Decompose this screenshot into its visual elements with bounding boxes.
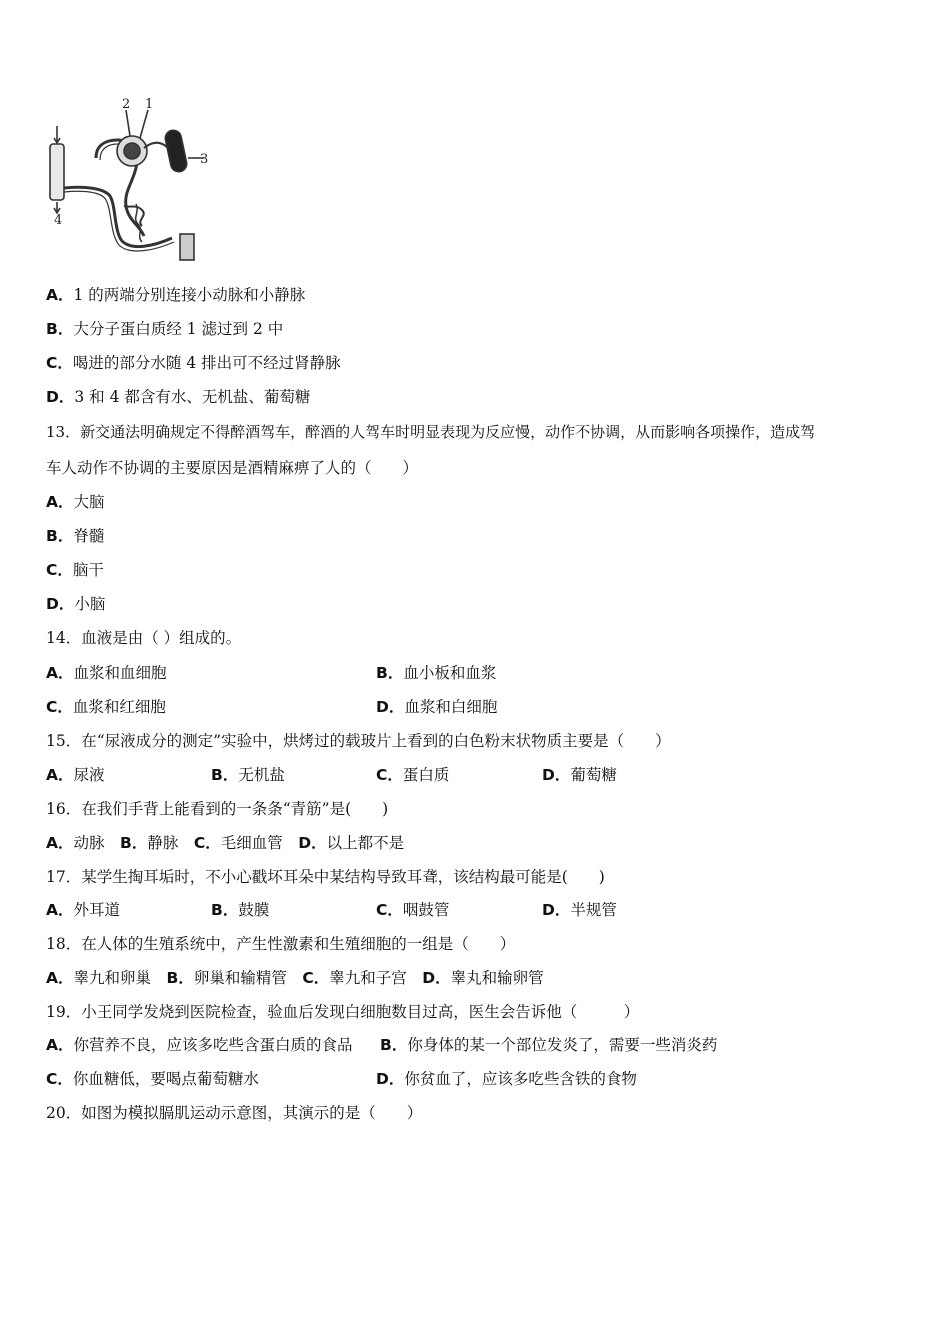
q17-option-d[interactable]: D．半规管 — [542, 901, 617, 919]
nephron-diagram — [44, 96, 214, 262]
q16-option-d[interactable]: D．以上都不是 — [298, 834, 405, 852]
q16-stem: 16．在我们手背上能看到的一条条“青筋”是( ) — [46, 800, 389, 818]
q15-option-b[interactable]: B．无机盐 — [211, 766, 285, 784]
q13-option-a[interactable]: A．大脑 — [46, 493, 105, 511]
q16-option-b[interactable]: B．静脉 — [120, 834, 194, 852]
figure-label-1: 1 — [145, 97, 154, 112]
q16-option-c[interactable]: C．毛细血管 — [193, 834, 299, 852]
q19-stem: 19．小王同学发烧到医院检查，验血后发现白细胞数目过高，医生会告诉他（ ） — [46, 1003, 640, 1021]
q16-options — [46, 833, 404, 853]
q13-stem-line1: 13．新交通法明确规定不得醉酒驾车，醉酒的人驾车时明显表现为反应慢，动作不协调，从而影响各项操作，造成驾 — [46, 423, 816, 441]
q13-option-d[interactable]: D．小脑 — [46, 595, 106, 613]
q17-option-c[interactable]: C．咽鼓管 — [376, 901, 450, 919]
q14-stem: 14．血液是由（ ）组成的。 — [46, 629, 242, 647]
q13-stem-line2: 车人动作不协调的主要原因是酒精麻痹了人的（ ） — [46, 459, 419, 477]
q14-option-a[interactable]: A．血浆和血细胞 — [46, 664, 167, 682]
q12-option-d[interactable]: D．3 和 4 都含有水、无机盐、葡萄糖 — [46, 388, 311, 406]
figure-label-3: 3 — [200, 152, 209, 167]
q18-stem: 18．在人体的生殖系统中，产生性激素和生殖细胞的一组是（ ） — [46, 935, 516, 953]
q18-option-d[interactable]: D．睾丸和输卵管 — [422, 969, 544, 987]
q17-option-a[interactable]: A．外耳道 — [46, 901, 121, 919]
q14-option-b[interactable]: B．血小板和血浆 — [376, 664, 497, 682]
figure-label-2: 2 — [122, 97, 131, 112]
q15-option-d[interactable]: D．葡萄糖 — [542, 766, 617, 784]
q12-option-b[interactable]: B．大分子蛋白质经 1 滤过到 2 中 — [46, 320, 284, 338]
q15-option-a[interactable]: A．尿液 — [46, 766, 105, 784]
q14-option-c[interactable]: C．血浆和红细胞 — [46, 698, 166, 716]
q16-option-a[interactable]: A．动脉 — [46, 834, 121, 852]
q17-option-b[interactable]: B．鼓膜 — [211, 901, 270, 919]
q13-option-b[interactable]: B．脊髓 — [46, 527, 105, 545]
q18-option-b[interactable]: B．卵巢和输精管 — [166, 969, 303, 987]
q18-option-c[interactable]: C．睾九和子宫 — [302, 969, 423, 987]
q15-stem: 15．在“尿液成分的测定”实验中，烘烤过的载玻片上看到的白色粉末状物质主要是（ ） — [46, 732, 671, 750]
q20-stem: 20．如图为模拟膈肌运动示意图，其演示的是（ ） — [46, 1104, 423, 1122]
q19-option-c[interactable]: C．你血糖低，要喝点葡萄糖水 — [46, 1070, 259, 1088]
q19-option-d[interactable]: D．你贫血了，应该多吃些含铁的食物 — [376, 1070, 637, 1088]
q14-option-d[interactable]: D．血浆和白细胞 — [376, 698, 498, 716]
q18-option-a[interactable]: A．睾九和卵巢 — [46, 969, 167, 987]
q15-option-c[interactable]: C．蛋白质 — [376, 766, 450, 784]
q18-options — [46, 968, 544, 988]
q12-option-a[interactable]: A．1 的两端分别连接小动脉和小静脉 — [46, 286, 306, 304]
figure-label-4: 4 — [54, 213, 63, 228]
q19-option-a[interactable]: A．你营养不良，应该多吃些含蛋白质的食品 — [46, 1036, 353, 1054]
q13-option-c[interactable]: C．脑干 — [46, 561, 104, 579]
q12-option-c[interactable]: C．喝进的部分水随 4 排出可不经过肾静脉 — [46, 354, 341, 372]
q17-stem: 17．某学生掏耳垢时，不小心戳坏耳朵中某结构导致耳聋，该结构最可能是( ) — [46, 868, 605, 886]
q19-option-b[interactable]: B．你身体的某一个部位发炎了，需要一些消炎药 — [380, 1036, 718, 1054]
